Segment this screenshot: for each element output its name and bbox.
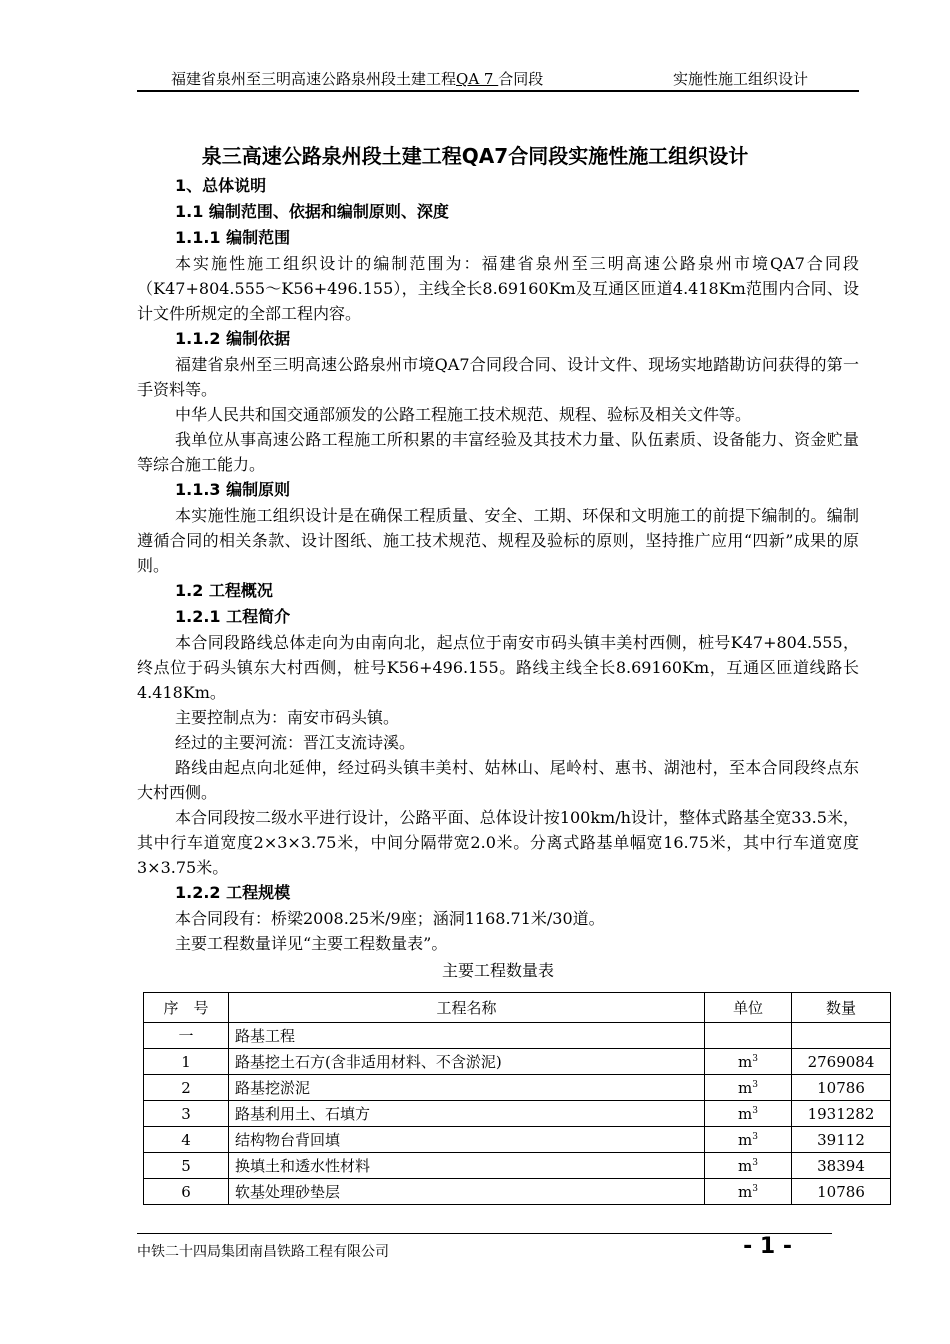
cell-no: 6 [144, 1179, 229, 1205]
cell-name: 结构物台背回填 [229, 1127, 705, 1153]
header-left: 福建省泉州至三明高速公路泉州段土建工程QA 7 合同段 [171, 70, 544, 88]
unit-superscript: 3 [752, 1053, 758, 1064]
unit-base: m [738, 1130, 753, 1149]
cell-qty: 39112 [792, 1127, 891, 1153]
paragraph-scope: 本实施性施工组织设计的编制范围为：福建省泉州至三明高速公路泉州市境QA7合同段（K47+804.555～K56+496.155），主线全长8.69160Km及互通区匝道4.418Km范围内合同、设计文件所规定的全部工程内容。 [137, 254, 859, 323]
cell-unit [705, 1127, 792, 1153]
header-unit: 单位 [705, 993, 792, 1023]
heading-1: 1、总体说明 [175, 176, 267, 195]
table-caption: 主要工程数量表 [441, 961, 554, 980]
cell-unit [705, 1101, 792, 1127]
paragraph-intro-5: 本合同段按二级水平进行设计，公路平面、总体设计按100km/h设计，整体式路基全宽33.5米，其中行车道宽度2×3×3.75米，中间分隔带宽2.0米。分离式路基单幅宽16.75米，其中行车道宽度3×3.75米。 [137, 808, 859, 877]
page-header [137, 66, 859, 92]
cell-no: 2 [144, 1075, 229, 1101]
table-header-row [144, 993, 891, 1023]
cell-no: 5 [144, 1153, 229, 1179]
unit-superscript: 3 [752, 1105, 758, 1116]
cell-no: 1 [144, 1049, 229, 1075]
table-row [144, 1153, 891, 1179]
unit-base: m [738, 1156, 753, 1175]
heading-1-1-1: 1.1.1 编制范围 [175, 228, 291, 247]
table-row [144, 1075, 891, 1101]
cell-qty: 10786 [792, 1075, 891, 1101]
heading-1-2: 1.2 工程概况 [175, 581, 273, 600]
heading-1-2-2: 1.2.2 工程规模 [175, 883, 291, 902]
paragraph-basis-2: 中华人民共和国交通部颁发的公路工程施工技术规范、规程、验标及相关文件等。 [175, 405, 752, 424]
header-contract-code: QA 7 [456, 70, 499, 88]
header-name: 工程名称 [229, 993, 705, 1023]
unit-base: m [738, 1078, 753, 1097]
cell-qty [792, 1023, 891, 1049]
cell-qty: 1931282 [792, 1101, 891, 1127]
document-body [137, 173, 859, 983]
paragraph-principle: 本实施性施工组织设计是在确保工程质量、安全、工期、环保和文明施工的前提下编制的。编制遵循合同的相关条款、设计图纸、施工技术规范、规程及验标的原则，坚持推广应用“四新”成果的原则。 [137, 506, 859, 575]
paragraph-intro-4: 路线由起点向北延伸，经过码头镇丰美村、姑林山、尾岭村、惠书、湖池村，至本合同段终点东大村西侧。 [137, 758, 859, 802]
heading-1-1-3: 1.1.3 编制原则 [175, 480, 291, 499]
cell-unit [705, 1023, 792, 1049]
cell-qty: 38394 [792, 1153, 891, 1179]
cell-no: 一 [144, 1023, 229, 1049]
unit-base: m [738, 1104, 753, 1123]
cell-qty: 10786 [792, 1179, 891, 1205]
heading-1-1-2: 1.1.2 编制依据 [175, 329, 291, 348]
cell-name: 换填土和透水性材料 [229, 1153, 705, 1179]
cell-name: 路基挖土石方(含非适用材料、不含淤泥) [229, 1049, 705, 1075]
table-row [144, 1049, 891, 1075]
cell-name: 软基处理砂垫层 [229, 1179, 705, 1205]
cell-name: 路基工程 [229, 1023, 705, 1049]
header-right: 实施性施工组织设计 [673, 70, 809, 88]
page-number: - 1 - [743, 1234, 792, 1259]
page-cut [143, 1208, 891, 1210]
table-row [144, 1127, 891, 1153]
paragraph-scale-2: 主要工程数量详见“主要工程数量表”。 [175, 934, 448, 953]
table-body [144, 1023, 891, 1205]
heading-1-1: 1.1 编制范围、依据和编制原则、深度 [175, 202, 449, 221]
table-row [144, 1179, 891, 1205]
quantity-table [143, 992, 891, 1205]
footer-company: 中铁二十四局集团南昌铁路工程有限公司 [137, 1244, 389, 1260]
paragraph-intro-3: 经过的主要河流：晋江支流诗溪。 [175, 733, 416, 752]
header-no: 序 号 [144, 993, 229, 1023]
cell-qty: 2769084 [792, 1049, 891, 1075]
unit-base: m [738, 1052, 753, 1071]
header-qty: 数量 [792, 993, 891, 1023]
cell-unit [705, 1075, 792, 1101]
paragraph-basis-3: 我单位从事高速公路工程施工所积累的丰富经验及其技术力量、队伍素质、设备能力、资金贮量等综合施工能力。 [137, 430, 859, 474]
paragraph-intro-2: 主要控制点为：南安市码头镇。 [175, 708, 400, 727]
unit-superscript: 3 [752, 1183, 758, 1194]
cell-unit [705, 1153, 792, 1179]
unit-base: m [738, 1182, 753, 1201]
paragraph-basis-1: 福建省泉州至三明高速公路泉州市境QA7合同段合同、设计文件、现场实地踏勘访问获得的第一手资料等。 [137, 355, 859, 399]
cell-unit [705, 1179, 792, 1205]
unit-superscript: 3 [752, 1157, 758, 1168]
cell-name: 路基挖淤泥 [229, 1075, 705, 1101]
cell-no: 4 [144, 1127, 229, 1153]
unit-superscript: 3 [752, 1079, 758, 1090]
cell-name: 路基利用土、石填方 [229, 1101, 705, 1127]
paragraph-scale-1: 本合同段有：桥梁2008.25米/9座；涵洞1168.71米/30道。 [175, 909, 605, 928]
heading-1-2-1: 1.2.1 工程简介 [175, 607, 291, 626]
page-footer [137, 1233, 832, 1264]
paragraph-intro-1: 本合同段路线总体走向为由南向北，起点位于南安市码头镇丰美村西侧，桩号K47+804.555，终点位于码头镇东大村西侧，桩号K56+496.155。路线主线全长8.69160Km，互通区匝道线路长4.418Km。 [137, 633, 859, 702]
cell-no: 3 [144, 1101, 229, 1127]
unit-superscript: 3 [752, 1131, 758, 1142]
table-row [144, 1023, 891, 1049]
document-title: 泉三高速公路泉州段土建工程QA7合同段实施性施工组织设计 [201, 144, 749, 168]
cell-unit [705, 1049, 792, 1075]
table-row [144, 1101, 891, 1127]
